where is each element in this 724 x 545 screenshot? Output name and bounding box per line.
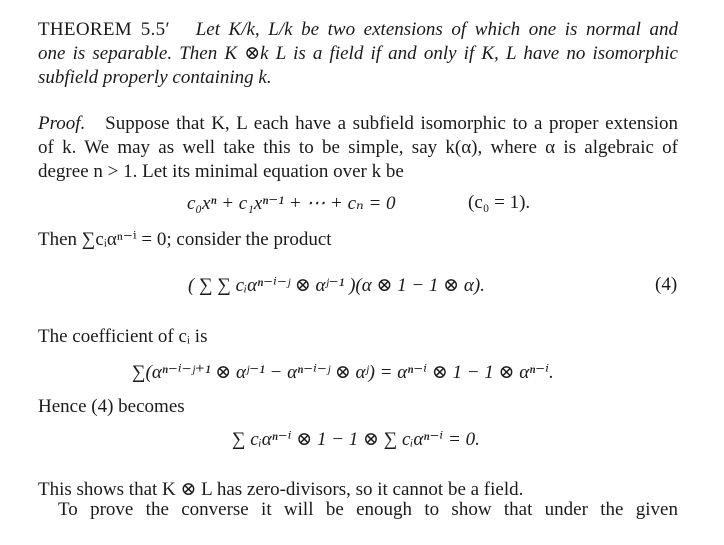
theorem-label: THEOREM 5.5′ (38, 19, 170, 40)
proof-text-1: Suppose that K, L each have a subfield isomorphic to a proper extension (105, 113, 678, 134)
equation-minimal (187, 192, 396, 215)
equation-product-text: ( ∑ ∑ cᵢαⁿ⁻ⁱ⁻ʲ ⊗ αʲ⁻¹ )(α ⊗ 1 − 1 ⊗ α). (188, 275, 485, 296)
theorem-text-1: Let K/k, L/k be two extensions of which one is normal and (195, 19, 679, 40)
equation-coefficient (132, 361, 554, 384)
equation-coefficient-text: ∑(αⁿ⁻ⁱ⁻ʲ⁺¹ ⊗ αʲ⁻¹ − αⁿ⁻ⁱ⁻ʲ ⊗ αʲ) = αⁿ⁻ⁱ ⊗ 1 − 1 ⊗ αⁿ⁻ⁱ. (132, 362, 554, 383)
equation-product (188, 260, 485, 312)
theorem-line-2: one is separable. Then K ⊗k L is a field if and only if K, L have no isomorphic (38, 43, 678, 64)
theorem-line-3: subfield properly containing k. (38, 67, 272, 88)
hence-line: Hence (4) becomes (38, 396, 185, 417)
conclusion-line: This shows that K ⊗ L has zero-divisors, so it cannot be a field. (38, 479, 524, 500)
equation-zero-divisor (232, 428, 480, 451)
proof-line-2: of k. We may as well take this to be simple, say k(α), where α is algebraic of (38, 137, 678, 158)
coefficient-line: The coefficient of cᵢ is (38, 326, 208, 347)
theorem-line-1 (38, 18, 678, 42)
equation-zero-divisor-text: ∑ cᵢαⁿ⁻ⁱ ⊗ 1 − 1 ⊗ ∑ cᵢαⁿ⁻ⁱ = 0. (232, 429, 480, 450)
equation-minimal-text: c₀xⁿ + c₁xⁿ⁻¹ + ⋯ + cₙ = 0 (187, 193, 396, 214)
proof-line-1 (38, 112, 678, 136)
then-line: Then ∑cᵢαⁿ⁻ⁱ = 0; consider the product (38, 229, 332, 250)
equation-minimal-note: (c₀ = 1). (468, 192, 531, 213)
converse-line: To prove the converse it will be enough to show that under the given (58, 499, 678, 520)
proof-label: Proof. (38, 113, 86, 134)
proof-line-3: degree n > 1. Let its minimal equation over k be (38, 161, 404, 182)
equation-number-4: (4) (655, 274, 678, 295)
